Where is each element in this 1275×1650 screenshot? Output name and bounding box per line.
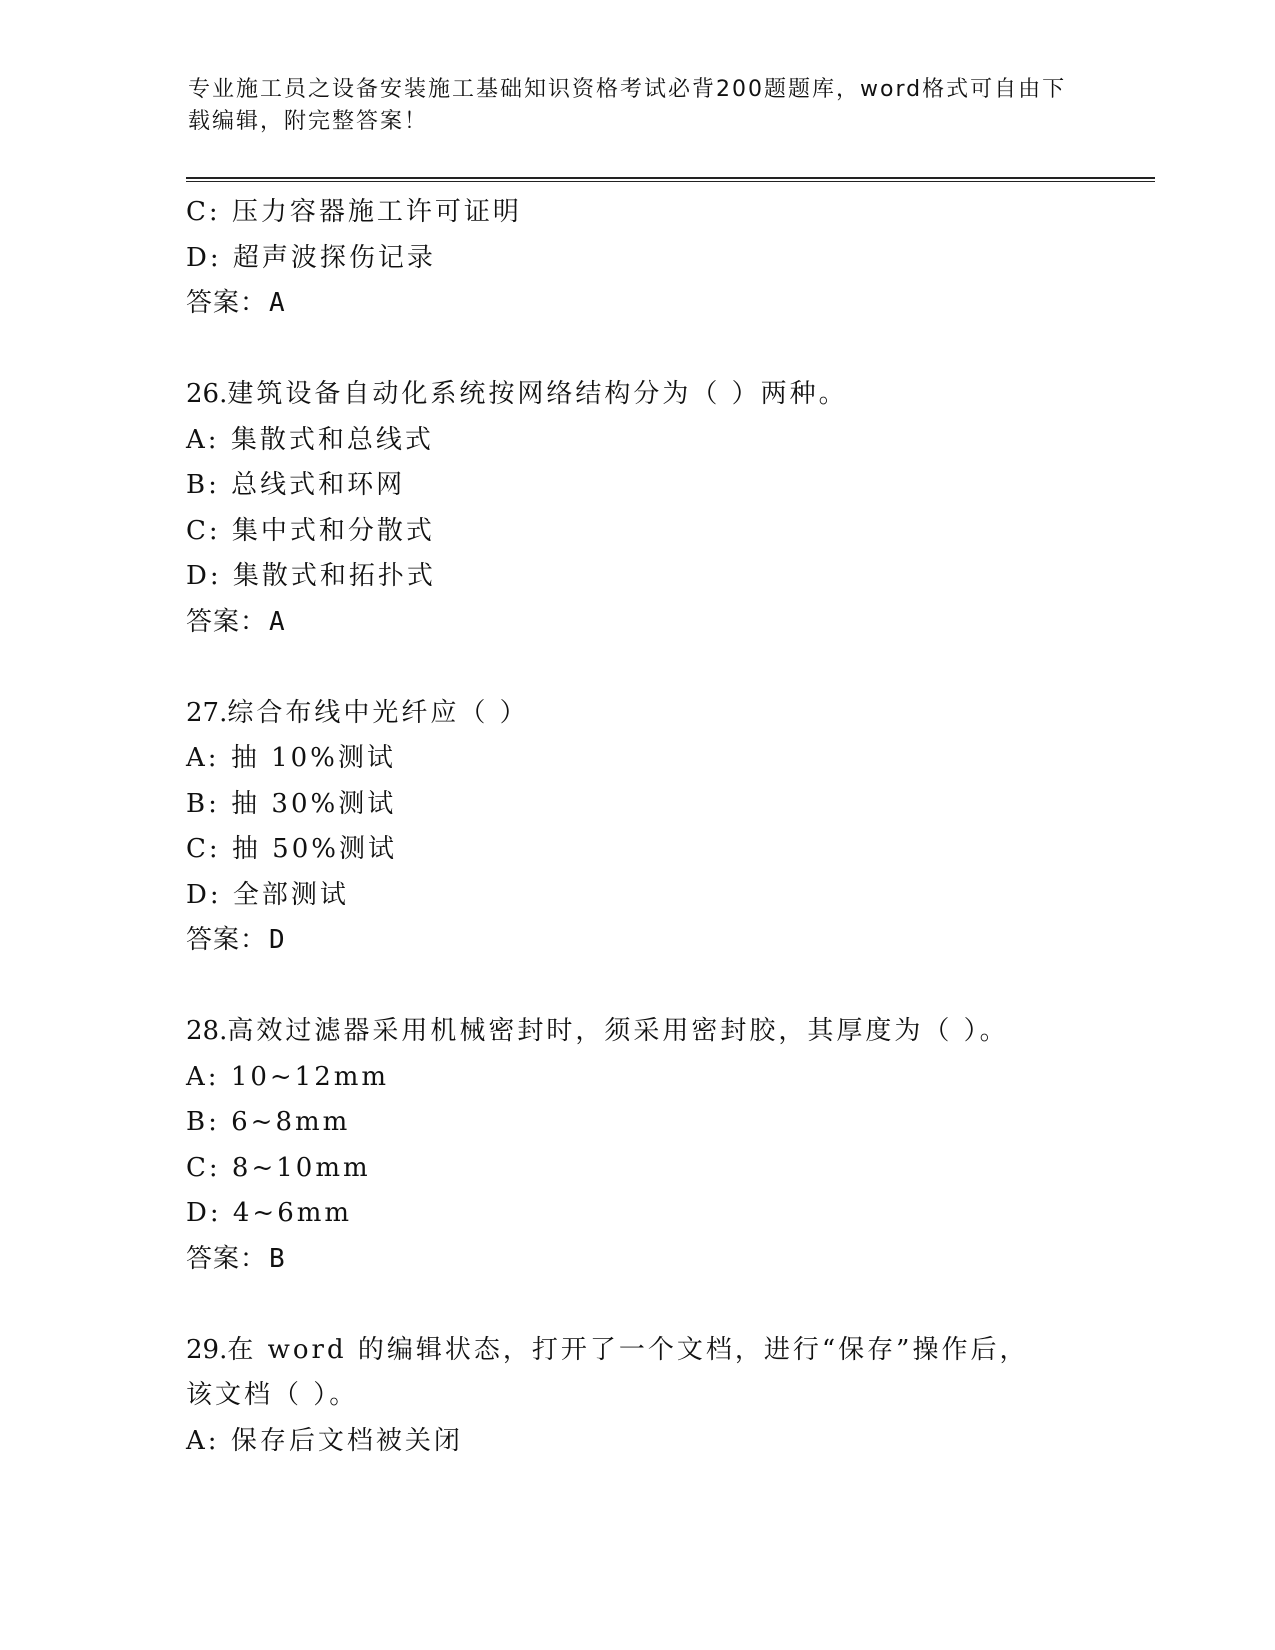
question-stem (186, 691, 1086, 737)
option-text: 集中式和分散式 (231, 515, 435, 546)
answer-value: A (269, 606, 286, 637)
answer-value: B (269, 1243, 286, 1274)
option-line (186, 1419, 1086, 1465)
answer-label: 答案： (186, 925, 268, 955)
question-text: 高效过滤器采用机械密封时，须采用密封胶，其厚度为（ ）。 (227, 1016, 1009, 1046)
spacer (186, 327, 1086, 373)
option-letter: B: (186, 470, 220, 500)
question-stem (186, 1328, 1056, 1419)
option-text: 6~8mm (231, 1107, 351, 1137)
option-line (186, 1055, 1086, 1101)
option-text: 4~6mm (232, 1198, 353, 1228)
answer-line (186, 281, 1086, 327)
option-text: 抽 50%测试 (231, 834, 397, 864)
answer-label: 答案： (186, 288, 268, 318)
option-text: 全部测试 (232, 879, 349, 910)
option-line (186, 554, 1086, 600)
option-line (186, 827, 1086, 873)
question-content (186, 190, 1086, 1464)
option-text: 集散式和总线式 (230, 424, 434, 455)
option-line (186, 873, 1086, 919)
option-letter: A: (186, 1425, 220, 1456)
option-line (186, 509, 1086, 555)
option-line (186, 736, 1086, 782)
option-text: 10~12mm (230, 1061, 390, 1092)
option-letter: D: (186, 1198, 222, 1228)
question-text: 建筑设备自动化系统按网络结构分为（ ）两种。 (227, 379, 848, 409)
option-line (186, 1146, 1086, 1192)
question-stem (186, 372, 1086, 418)
answer-value: A (269, 288, 286, 318)
option-letter: D: (186, 242, 222, 273)
option-line (186, 236, 1086, 282)
question-stem (186, 1009, 1086, 1055)
question-text: 在 word 的编辑状态，打开了一个文档，进行“保存”操作后，该文档（ ）。 (186, 1334, 1029, 1410)
question-number: 27. (186, 697, 228, 728)
option-line (186, 190, 1086, 236)
option-text: 总线式和环网 (231, 470, 406, 500)
answer-value: D (269, 925, 286, 955)
option-line (186, 418, 1086, 464)
option-line (186, 1100, 1086, 1146)
question-text: 综合布线中光纤应（ ） (227, 697, 529, 728)
header-rule-thick (186, 177, 1155, 179)
option-letter: D: (186, 879, 222, 910)
option-text: 8~10mm (231, 1152, 371, 1183)
question-number: 28. (186, 1016, 228, 1046)
spacer (186, 964, 1086, 1010)
option-text: 抽 10%测试 (230, 743, 396, 773)
option-line (186, 1191, 1086, 1237)
option-letter: A: (186, 1061, 220, 1092)
header-rule-thin (186, 181, 1155, 182)
option-text: 抽 30%测试 (231, 788, 397, 819)
question-number: 26. (186, 379, 228, 409)
option-letter: C: (186, 1152, 221, 1183)
spacer (186, 645, 1086, 691)
option-text: 集散式和拓扑式 (232, 561, 436, 591)
spacer (186, 1282, 1086, 1328)
question-number: 29. (186, 1334, 228, 1365)
option-letter: B: (186, 1107, 220, 1137)
option-letter: C: (186, 197, 221, 227)
option-letter: C: (186, 834, 221, 864)
answer-line (186, 918, 1086, 964)
document-header: 专业施工员之设备安装施工基础知识资格考试必背200题题库，word格式可自由下载编辑，附完整答案！ (188, 77, 1067, 134)
option-letter: D: (186, 561, 222, 591)
answer-line (186, 1237, 1086, 1283)
option-text: 保存后文档被关闭 (230, 1425, 463, 1456)
option-letter: C: (186, 515, 221, 546)
option-text: 超声波探伤记录 (232, 242, 436, 273)
answer-label: 答案： (186, 606, 268, 637)
option-line (186, 463, 1086, 509)
option-letter: A: (186, 424, 220, 455)
option-letter: A: (186, 743, 220, 773)
option-text: 压力容器施工许可证明 (231, 197, 522, 227)
answer-label: 答案： (186, 1243, 268, 1274)
answer-line (186, 600, 1086, 646)
option-line (186, 782, 1086, 828)
option-letter: B: (186, 788, 220, 819)
